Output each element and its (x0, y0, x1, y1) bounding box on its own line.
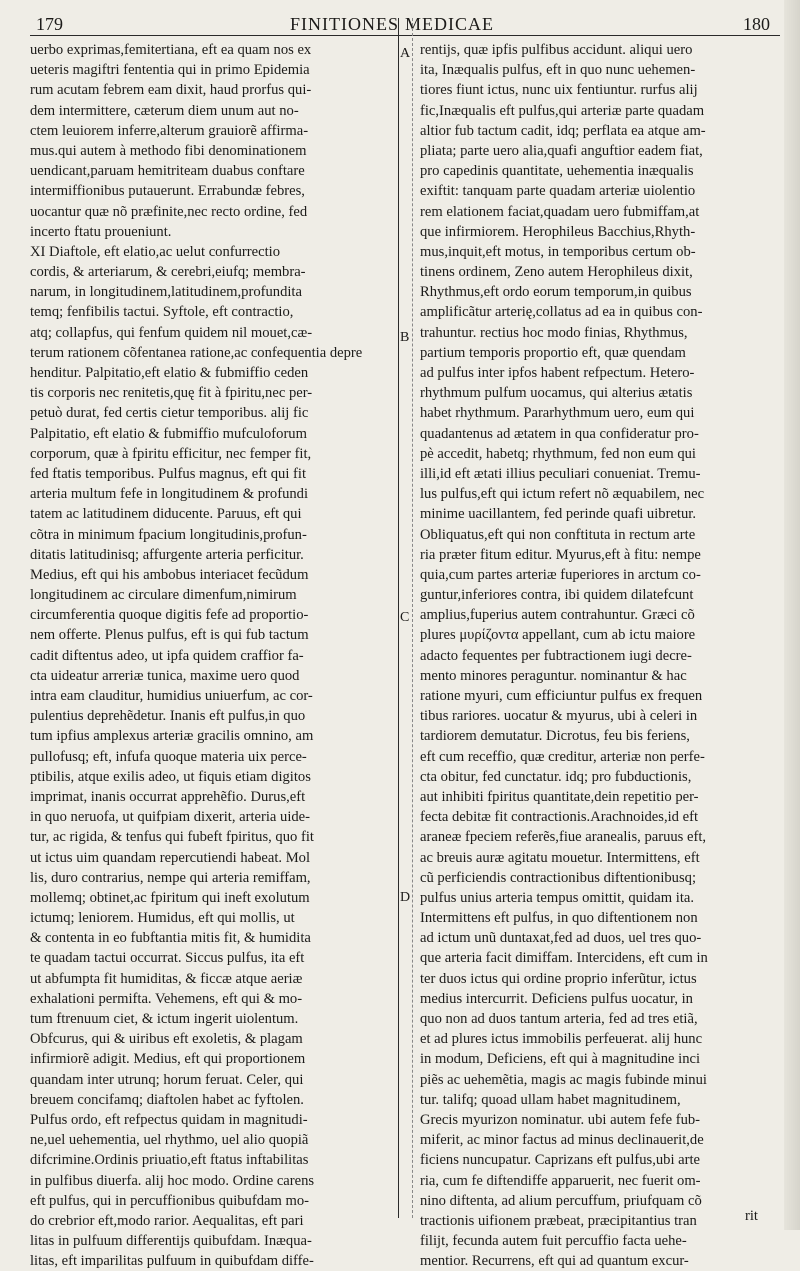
text-line: ac breuis auræ agitatu mouetur. Intermittens, eft (420, 849, 700, 866)
text-line: cũ perficiendis contractionibus diftentionibusq; (420, 869, 696, 886)
text-line: ut ictus uim quandam repercutiendi habeat. Mol (30, 849, 311, 866)
text-line: cta uideatur arreriæ tunica, maxime uero quod (30, 667, 300, 684)
text-line: ficiens nuncupatur. Caprizans eft pulfus,ubi arte (420, 1152, 701, 1169)
text-line: ditatis latitudinisq; affurgente arteria perficitur. (30, 546, 304, 563)
header-rule (30, 35, 780, 36)
text-line: pè accedit, habetq; rhythmum, fed non eum qui (420, 445, 696, 462)
text-line: mento minores peraguntur. nominantur & hac (420, 667, 687, 684)
text-line: plures μυρίζοντα appellant, cum ab ictu maiore (420, 627, 696, 644)
text-line: cõtra in minimum fpacium longitudinis,profun- (30, 526, 307, 543)
text-line: minime uacillantem, fed perinde quafi uibretur. (420, 506, 696, 523)
text-line: ria præter fitum editur. Myurus,eft à fitu: nempe (420, 546, 701, 563)
text-line: Rhythmus,eft ordo eorum temporum,in quibus (420, 284, 692, 301)
margin-letter-c: C (400, 610, 410, 625)
text-line: terum rationem cõfentanea ratione,ac confequentia depre (30, 344, 363, 361)
text-line: narum, in longitudinem,latitudinem,profundita (30, 284, 302, 301)
column-divider-secondary (412, 18, 413, 1218)
left-text-column (30, 40, 390, 1271)
text-line: ratione myuri, cum efficiuntur pulfus ex frequen (420, 688, 703, 704)
text-line: tatem ac latitudinem diducente. Paruus, eft qui (30, 506, 302, 523)
text-line: intra eam clauditur, humidius uniuerfum, ac cor- (30, 688, 313, 704)
text-line: quandam inter utrunq; horum feruat. Celer, qui (30, 1071, 304, 1088)
text-line: uerbo exprimas,femitertiana, eft ea quam nos ex (30, 42, 312, 58)
text-line: tur, ac rigida, & tenfus qui fubeft fpiritus, quo fit (30, 829, 314, 846)
text-line: filijt, fecunda autem fuit percuffio facta uehe- (420, 1233, 687, 1250)
text-line: tiores fiunt ictus, nunc uix fentiuntur. rurfus alij (420, 82, 698, 99)
text-line: litas, eft imparilitas pulfuum in quibufdam diffe- (30, 1253, 314, 1270)
text-line: longitudinem ac circulare dimenfum,nimirum (30, 587, 297, 604)
page-number-left: 179 (36, 14, 63, 34)
text-line: que infirmiorem. Herophileus Bacchius,Rhyth- (420, 223, 696, 240)
margin-letter-d: D (400, 890, 411, 905)
text-line: fic,Inæqualis eft pulfus,qui arteriæ parte quadam (420, 102, 705, 119)
text-line: nino diftenta, ad alium percuffum, priufquam cõ (420, 1192, 702, 1209)
text-line: ictumq; leniorem. Humidus, eft qui mollis, ut (30, 910, 295, 927)
text-line: Pulfus ordo, eft refpectus quidam in magnitudi- (30, 1111, 308, 1128)
text-line: tractionis uifionem præbeat, præcipitantius tran (420, 1212, 697, 1229)
text-line: pro capedinis quantitate, uehementia inæqualis (420, 163, 694, 180)
text-line: cordis, & arteriarum, & cerebri,eiufq; membra- (30, 264, 306, 281)
text-line: in pulfibus diuerfa. alij hoc modo. Ordine carens (30, 1172, 315, 1189)
text-line: ad pulfus inter ipfos habent refpectum. Hetero- (420, 365, 695, 381)
text-line: Medius, eft qui his ambobus interiacet fecũdum (30, 566, 309, 583)
catchword: rit (745, 1208, 758, 1224)
running-header (0, 8, 800, 38)
text-line: henditur. Palpitatio,eft elatio & fubmiffio ceden (30, 365, 309, 381)
text-line: rem elationem faciat,quadam uero fubmiffam,at (420, 203, 700, 220)
text-line: lus pulfus,eft qui ictum refert nõ æquabilem, nec (420, 486, 705, 503)
text-line: tur. talifq; quoad ullam habet magnitudinem, (420, 1091, 681, 1108)
text-line: imprimat, inanis occurrat apprehẽfio. Durus,eft (30, 788, 306, 805)
text-line: piẽs ac uehemẽtia, magis ac magis fubinde minui (420, 1071, 707, 1088)
text-line: que arteria facit dimiffam. Intercidens, eft cum in (420, 950, 708, 967)
text-line: rum acutam febrem eam dixit, haud prorfus qui- (30, 82, 312, 99)
text-line: medius intercurrit. Deficiens pulfus uocatur, in (420, 990, 693, 1007)
text-line: in quo neruofa, ut quifpiam dixerit, arteria uide- (30, 809, 311, 826)
text-line: ita, Inæqualis pulfus, eft in quo nunc uehemen- (420, 62, 696, 79)
text-line: amplius,fuperius autem contrahuntur. Græci cõ (420, 607, 695, 624)
text-line: eft pulfus, qui in percuffionibus quibufdam mo- (30, 1192, 309, 1209)
text-line: Obliquatus,eft qui non conftituta in rectum arte (420, 526, 696, 543)
text-line: amplificãtur arterię,collatus ad ea in quibus con- (420, 304, 703, 321)
text-line: fed ftatis temporibus. Pulfus magnus, eft qui fit (30, 465, 307, 482)
text-line: tardiorem demutatur. Dicrotus, feu bis feriens, (420, 728, 690, 745)
text-line: arteria multum fefe in longitudinem & profundi (30, 486, 309, 503)
text-line: ueteris magiftri fententia qui in primo Epidemia (30, 62, 310, 79)
text-line: exhalationi permifta. Vehemens, eft qui & mo- (30, 990, 303, 1007)
text-line: te quadam tactui occurrat. Siccus pulfus, ita eft (30, 950, 305, 967)
text-line: quia,cum partes arteriæ fuperiores in arctum co- (420, 566, 701, 583)
page-edge (784, 0, 800, 1230)
text-line: trahuntur. rectius hoc modo finias, Rhythmus, (420, 324, 688, 341)
text-line: dem intermittere, cæterum diem unum aut no- (30, 102, 299, 119)
text-line: tinens ordinem, Zeno autem Herophileus dixit, (420, 264, 693, 281)
text-line: cadit diftentus adeo, ut ipfa quidem craffior fa- (30, 647, 304, 664)
text-line: difcrimine.Ordinis priuatio,eft ftatus inftabilitas (30, 1152, 309, 1169)
text-line: tum ipfius amplexus arteriæ gracilis omnino, am (30, 728, 314, 745)
text-line: ne,uel uehementia, uel rhythmo, uel alio quopiã (30, 1132, 309, 1149)
text-line: mus.qui autem à methodo fibi denominationem (30, 142, 307, 159)
text-line: lis, duro contrarius, nempe qui arteria remiffam, (30, 869, 311, 886)
text-line: uocantur quæ nõ præfinite,nec recto ordine, fed (30, 203, 308, 220)
text-line: ter duos ictus qui ordine proprio inferũtur, ictus (420, 970, 697, 987)
text-line: do crebrior eft,modo rarior. Aequalitas, eft pari (30, 1212, 304, 1229)
text-line: altior fub tactum cadit, idq; perflata ea atque am- (420, 122, 706, 139)
running-title-left: FINITIONES (290, 14, 399, 34)
text-line: habet rhythmum. Pararhythmum uero, eum qui (420, 405, 695, 422)
text-line: guntur,inferiores contra, ibi quidem dilatefcunt (420, 587, 694, 604)
text-line: tis corporis nec renitetis,quę fit à fpiritu,nec per- (30, 385, 313, 402)
text-line: pullofusq; eft, infufa quoque materia uix perce- (30, 748, 307, 765)
text-line: ptibilis, atque exilis adeo, ut fiquis etiam digitos (30, 768, 311, 785)
text-line: ctem leuiorem inferre,alterum grauiorẽ affirma- (30, 122, 309, 139)
margin-letter-b: B (400, 330, 410, 345)
text-line: temq; fenfibilis tactui. Syftole, eft contractio, (30, 304, 294, 321)
text-line: tibus rariores. uocatur & myurus, ubi à celeri in (420, 708, 698, 725)
right-text-column (420, 40, 785, 1271)
text-line: Grecis myurizon nominatur. ubi autem fefe fub- (420, 1111, 701, 1128)
text-line: Palpitatio, eft elatio & fubmiffio mufculoforum (30, 425, 307, 442)
text-line: mentior. Recurrens, eft qui ad quantum excur- (420, 1253, 689, 1270)
text-line: pulfus unius arteria tempus omittit, quidam ita. (420, 889, 694, 906)
text-line: pulentius deprehẽdetur. Inanis eft pulfus,in quo (30, 708, 306, 725)
text-line: rhythmum pulfum uocamus, qui alterius ætatis (420, 385, 693, 402)
text-line: in modum, Deficiens, eft qui à magnitudine inci (420, 1051, 701, 1068)
text-line: miferit, ac minor factus ad minus declinauerit,de (420, 1132, 704, 1149)
text-line: atq; collapfus, qui fenfum quidem nil mouet,cæ- (30, 324, 313, 341)
text-line: quo non ad duos tantum arteria, fed ad tres etiã, (420, 1011, 698, 1027)
text-line: breuem concifamq; diaftolen habet ac fyftolen. (30, 1091, 304, 1108)
text-line: rentijs, quæ ipfis pulfibus accidunt. aliqui uero (420, 42, 693, 58)
margin-letter-a: A (400, 46, 411, 61)
text-line: uendicant,paruam hemitriteam duabus conftare (30, 163, 305, 180)
text-line: mus,inquit,eft motus, in temporibus certum ob- (420, 243, 696, 260)
text-line: cta obitur, fed cunctatur. idq; pro fubductionis, (420, 768, 692, 785)
text-line: araneæ fpeciem referẽs,fiue aranealis, paruus eft, (420, 829, 707, 846)
text-line: pliata; parte uero alia,quafi anguftior eadem fiat, (420, 142, 703, 159)
text-line: ria, cum fe diftendiffe apparuerit, nec fuerit om- (420, 1172, 701, 1189)
text-line: ut abfumpta fit humiditas, & ficcæ atque aeriæ (30, 970, 303, 987)
text-line: intermiffionibus putauerunt. Errabundæ febres, (30, 183, 305, 200)
text-line: circumferentia quoque digitis fefe ad proportio- (30, 607, 309, 624)
text-line: Intermittens eft pulfus, in quo diftentionem non (420, 910, 698, 927)
text-line: illi,id eft ætati illius peculiari conueniat. Tremu- (420, 465, 701, 482)
text-line: tum ftrenuum ciet, & ictum ingerit uiolentum. (30, 1011, 299, 1027)
text-line: et ad plures ictus immobilis perfeuerat. alij hunc (420, 1031, 703, 1048)
text-line: incerto ftatu proueniunt. (30, 223, 172, 240)
text-line: infirmiorẽ adigit. Medius, eft qui proportionem (30, 1051, 306, 1068)
text-line: petuò durat, fed certis cietur temporibus. alij fic (30, 405, 309, 422)
text-line: litas in pulfuum differentijs quibufdam. Inæqua- (30, 1233, 312, 1250)
running-title-right: MEDICAE (405, 14, 494, 34)
text-line: eft cum receffio, quæ creditur, arteriæ non perfe- (420, 748, 705, 765)
text-line: partium temporis proportio eft, quæ quendam (420, 344, 686, 361)
text-line: Obfcurus, qui & uiribus eft exoletis, & plagam (30, 1031, 303, 1048)
text-line: exiftit: tanquam parte quadam arteriæ uiolentio (420, 183, 696, 200)
text-line: nem offerte. Plenus pulfus, eft is qui fub tactum (30, 627, 309, 644)
text-line: ad ictum unũ duntaxat,fed ad duos, uel tres quo- (420, 930, 702, 947)
text-line: adacto fequentes per fubtractionem iugi decre- (420, 647, 692, 664)
text-line: mollemq; obtinet,ac fpiritum qui ineft exolutum (30, 889, 310, 906)
page-number-right: 180 (743, 14, 770, 34)
text-line: XI Diaftole, eft elatio,ac uelut confurrectio (30, 243, 281, 260)
text-line: quadantenus ad ætatem in qua confideratur pro- (420, 425, 699, 442)
text-line: fecta debitæ fit contractionis.Arachnoides,id eft (420, 809, 698, 826)
column-divider (398, 18, 399, 1218)
text-line: corporum, quæ à fpiritu efficitur, nec femper fit, (30, 445, 312, 462)
text-line: & contenta in eo fubftantia mitis fit, & humidita (30, 930, 311, 947)
text-line: aut inhibiti fpiritus quantitate,dein repetitio per- (420, 788, 699, 805)
